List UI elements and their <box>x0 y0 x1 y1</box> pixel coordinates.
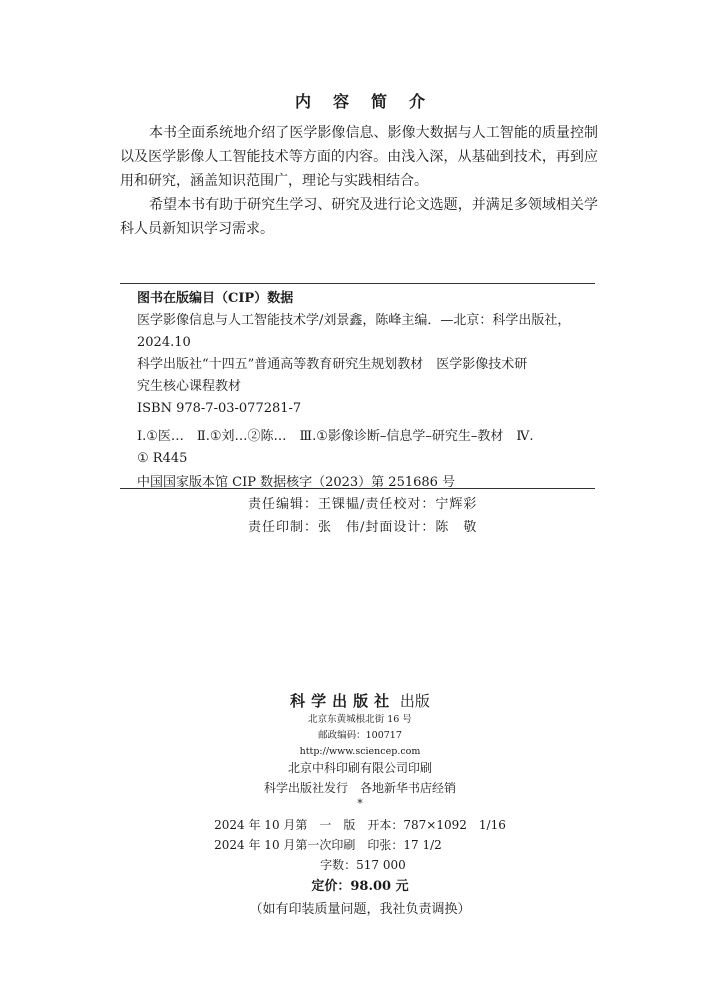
intro-title-char: 内 <box>294 92 311 111</box>
distribution: 科学出版社发行 各地新华书店经销 <box>263 781 456 795</box>
publisher-address: 北京东黄城根北街 16 号 <box>308 714 412 725</box>
publisher-logo-text: 科学出版社 <box>290 692 396 710</box>
intro-title <box>0 89 720 112</box>
publisher-postcode: 邮政编码：100717 <box>318 730 402 741</box>
publisher-url: http://www.sciencep.com <box>299 746 421 757</box>
staff-credits <box>248 493 477 539</box>
staff-line: 责任编辑：王锞韫/责任校对：宁辉彩 <box>248 497 478 512</box>
separator-star: * <box>357 797 363 810</box>
spec-block <box>0 815 720 875</box>
cip-series-line: 科学出版社“十四五”普通高等教育研究生规划教材 医学影像技术研 <box>137 357 528 372</box>
cip-series-line: 究生核心课程教材 <box>137 379 242 394</box>
cip-title-line: 2024.10 <box>137 335 191 350</box>
printing-block <box>0 758 720 798</box>
intro-title-char: 介 <box>409 92 426 111</box>
cip-top-rule <box>120 283 595 284</box>
publisher-action: 出版 <box>399 692 430 710</box>
cip-subject-line: Ⅰ.①医… Ⅱ.①刘…②陈… Ⅲ.①影像诊断–信息学–研究生–教材 Ⅳ. <box>137 429 534 444</box>
cip-block <box>120 288 595 494</box>
cip-isbn: ISBN 978-7-03-077281-7 <box>137 401 302 416</box>
intro-paragraph: 希望本书有助于研究生学习、研究及进行论文选题，并满足多领域相关学科人员新知识学习需求。 <box>120 197 598 237</box>
price: 定价：98.00 元 <box>311 879 409 894</box>
publisher-line <box>0 690 720 711</box>
printer: 北京中科印刷有限公司印刷 <box>287 761 432 775</box>
intro-body <box>120 121 598 241</box>
cip-subject-line: ① R445 <box>137 451 188 466</box>
cip-record: 中国国家版本馆 CIP 数据核字（2023）第 251686 号 <box>137 475 456 490</box>
intro-title-char: 简 <box>371 92 388 111</box>
wordcount-line: 字数：517 000 <box>320 858 406 872</box>
cip-bottom-rule <box>120 488 595 489</box>
cip-heading: 图书在版编目（CIP）数据 <box>137 291 294 306</box>
quality-note: （如有印装质量问题，我社负责调换） <box>249 902 471 917</box>
staff-line: 责任印制：张 伟/封面设计：陈 敬 <box>248 520 478 535</box>
edition-line: 2024 年 10 月第 一 版 开本：787×1092 1/16 <box>214 818 506 832</box>
publisher-address-block <box>0 712 720 760</box>
intro-paragraph: 本书全面系统地介绍了医学影像信息、影像大数据与人工智能的质量控制以及医学影像人工智能技术等方面的内容。由浅入深，从基础到技术，再到应用和研究，涵盖知识范围广，理论与实践相结合。 <box>120 125 598 189</box>
intro-title-char: 容 <box>332 92 349 111</box>
cip-title-line: 医学影像信息与人工智能技术学/刘景鑫，陈峰主编．—北京：科学出版社， <box>137 313 571 328</box>
printing-line: 2024 年 10 月第一次印刷 印张：17 1/2 <box>214 838 442 852</box>
